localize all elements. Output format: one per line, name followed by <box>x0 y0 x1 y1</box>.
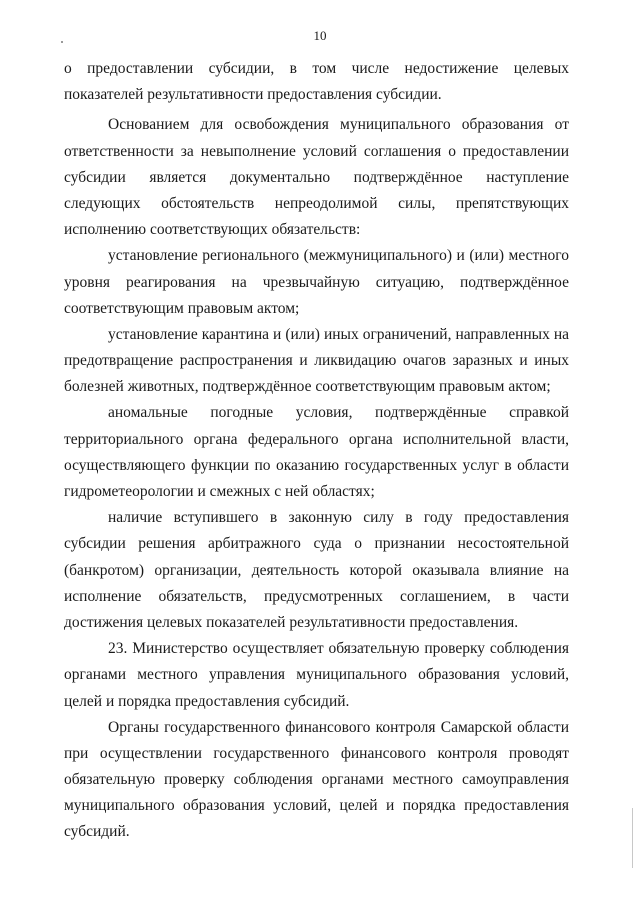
text-line: субсидии является документально подтверждённое наступление <box>64 168 569 186</box>
text-line: осуществляющего функции по оказанию государственных услуг в области <box>64 456 569 474</box>
scan-dot <box>61 41 63 43</box>
text-line: исполнение обязательств, предусмотренных соглашением, в части <box>64 587 569 605</box>
paragraph <box>64 243 569 322</box>
paragraph <box>64 636 569 715</box>
text-line: Органы государственного финансового контроля Самарской области <box>108 718 569 736</box>
text-line: исполнению соответствующих обязательств: <box>64 221 361 239</box>
text-line: обязательную проверку соблюдения органами местного самоуправления <box>64 771 569 789</box>
text-line: ответственности за невыполнение условий соглашения о предоставлении <box>64 142 569 160</box>
text-line: показателей результативности предоставления субсидии. <box>64 86 442 104</box>
text-line: наличие вступившего в законную силу в году предоставления <box>108 509 569 527</box>
text-line: аномальные погодные условия, подтверждённые справкой <box>108 404 569 422</box>
text-line: Основанием для освобождения муниципального образования от <box>108 116 569 134</box>
text-line: соответствующим правовым актом; <box>64 299 300 317</box>
page-number: 10 <box>313 28 327 43</box>
text-line: установление регионального (межмуниципального) и (или) местного <box>108 247 569 265</box>
text-line: территориального органа федерального органа исполнительной власти, <box>64 430 569 448</box>
text-line: установление карантина и (или) иных ограничений, направленных на <box>108 325 569 343</box>
document-body <box>64 56 569 846</box>
text-line: субсидии решения арбитражного суда о признании несостоятельной <box>64 535 569 553</box>
scan-edge-mark <box>632 808 633 868</box>
paragraph <box>64 715 569 846</box>
text-line: предотвращение распространения и ликвидацию очагов заразных и иных <box>64 352 569 370</box>
text-line: гидрометеорологии и смежных с ней областях; <box>64 483 375 500</box>
text-line: уровня реагирования на чрезвычайную ситуацию, подтверждённое <box>64 273 569 291</box>
text-line: болезней животных, подтверждённое соответствующим правовым актом; <box>64 378 551 396</box>
text-line: органами местного управления муниципального образования условий, <box>64 666 569 684</box>
paragraph <box>64 112 569 243</box>
text-line: при осуществлении государственного финансового контроля проводят <box>64 744 569 762</box>
paragraph <box>64 400 569 505</box>
text-line: о предоставлении субсидии, в том числе недостижение целевых <box>64 60 569 77</box>
text-line: муниципального образования условий, целей и порядка предоставления <box>64 797 569 815</box>
text-line: целей и порядка предоставления субсидий. <box>64 692 350 710</box>
text-line: субсидий. <box>64 823 130 841</box>
text-line: 23. Министерство осуществляет обязательную проверку соблюдения <box>108 640 569 658</box>
text-line: (банкротом) организации, деятельность которой оказывала влияние на <box>64 561 569 579</box>
text-line: достижения целевых показателей результативности предоставления. <box>64 613 519 631</box>
paragraph <box>64 505 569 636</box>
paragraph <box>64 56 569 108</box>
paragraph <box>64 322 569 401</box>
text-line: следующих обстоятельств непреодолимой силы, препятствующих <box>64 194 569 212</box>
